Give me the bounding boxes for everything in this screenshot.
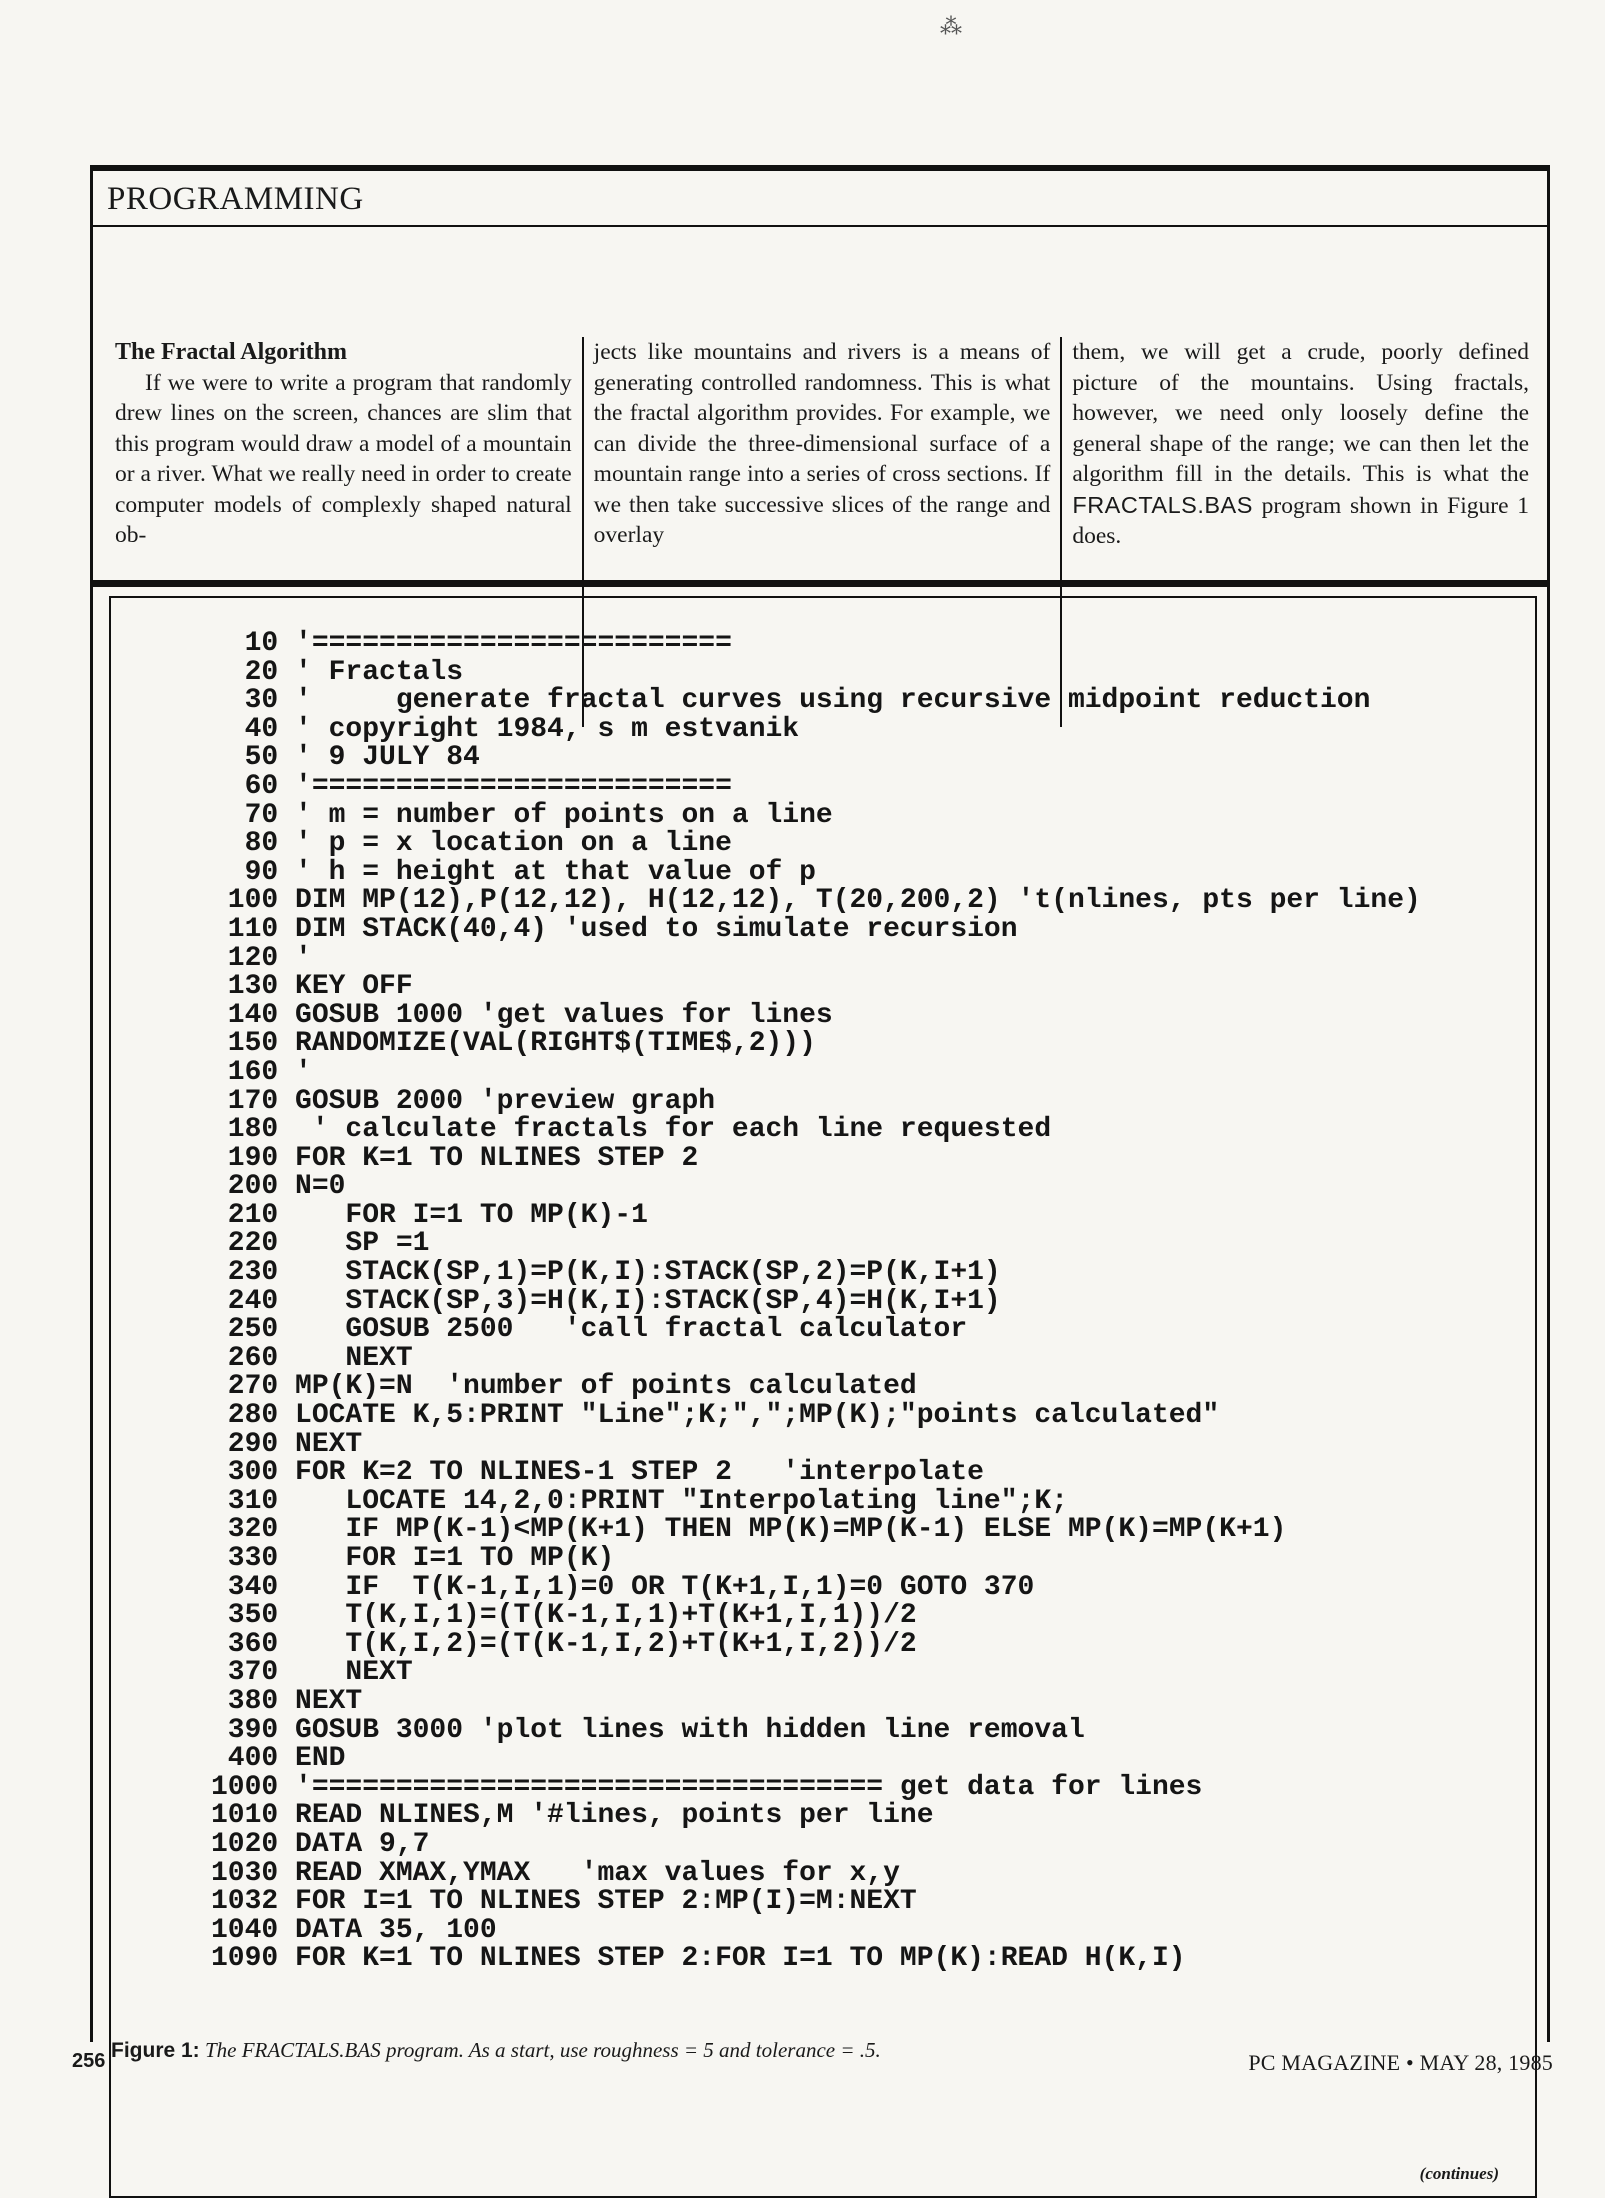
code-line: 380 NEXT xyxy=(211,1685,363,1717)
column-2-text: jects like mountains and rivers is a means of generating controlled randomness. This is what the fractal algorithm provides. For example, we can divide the three-dimensional surface of a mountain range into a series of cross sections. If we then take successive slices of the range and overlay xyxy=(593,339,1051,548)
code-line: 300 FOR K=2 TO NLINES-1 STEP 2 'interpolate xyxy=(211,1457,984,1489)
code-line: 100 DIM MP(12),P(12,12), H(12,12), T(20,200,2) 't(nlines, pts per line) xyxy=(211,885,1421,917)
code-line: 390 GOSUB 3000 'plot lines with hidden line removal xyxy=(211,1714,1085,1746)
top-mark: ⁂ xyxy=(940,14,962,39)
code-line: 30 ' generate fractal curves using recursive midpoint reduction xyxy=(211,685,1371,717)
code-line: 110 DIM STACK(40,4) 'used to simulate recursion xyxy=(211,913,1018,945)
code-line: 70 ' m = number of points on a line xyxy=(211,799,833,831)
code-line: 280 LOCATE K,5:PRINT "Line";K;",";MP(K);"points calculated" xyxy=(211,1400,1220,1432)
code-line: 40 ' copyright 1984, s m estvanik xyxy=(211,713,800,745)
code-line: 60 '========================= xyxy=(211,770,732,802)
code-line: 1010 READ NLINES,M '#lines, points per line xyxy=(211,1800,934,1832)
code-line: 10 '========================= xyxy=(211,628,732,659)
code-line: 80 ' p = x location on a line xyxy=(211,828,732,860)
column-3-text-post: program shown in Figure 1 does. xyxy=(1072,492,1530,549)
code-line: 140 GOSUB 1000 'get values for lines xyxy=(211,999,833,1031)
code-line: 170 GOSUB 2000 'preview graph xyxy=(211,1085,716,1117)
code-line: 150 RANDOMIZE(VAL(RIGHT$(TIME$,2))) xyxy=(211,1028,816,1060)
code-listing xyxy=(211,630,1421,1974)
page-number: 256 xyxy=(72,2050,106,2072)
code-line: 260 NEXT xyxy=(211,1342,413,1374)
code-line: 360 T(K,I,2)=(T(K-1,I,2)+T(K+1,I,2))/2 xyxy=(211,1628,917,1660)
column-3-text-pre: them, we will get a crude, poorly defined picture of the mountains. Using fractals, however, we need only loosely define the general shape of the range; we can then let the algorithm fill in the details. This is what the xyxy=(1072,339,1530,487)
code-line: 270 MP(K)=N 'number of points calculated xyxy=(211,1371,917,1403)
code-line: 160 ' xyxy=(211,1056,312,1088)
code-line: 320 IF MP(K-1)<MP(K+1) THEN MP(K)=MP(K-1) ELSE MP(K)=MP(K+1) xyxy=(211,1514,1287,1546)
code-line: 230 STACK(SP,1)=P(K,I):STACK(SP,2)=P(K,I+1) xyxy=(211,1257,1001,1289)
code-line: 90 ' h = height at that value of p xyxy=(211,856,816,888)
code-line: 20 ' Fractals xyxy=(211,656,464,688)
code-line: 130 KEY OFF xyxy=(211,971,413,1003)
code-line: 350 T(K,I,1)=(T(K-1,I,1)+T(K+1,I,1))/2 xyxy=(211,1600,917,1632)
figure-caption xyxy=(111,2038,881,2063)
code-line: 1040 DATA 35, 100 xyxy=(211,1914,497,1946)
continues-note: (continues) xyxy=(1419,2164,1499,2183)
section-divider xyxy=(93,580,1547,587)
code-line: 50 ' 9 JULY 84 xyxy=(211,742,480,774)
publication-footer: PC MAGAZINE • MAY 28, 1985 xyxy=(1248,2050,1553,2075)
code-line: 1030 READ XMAX,YMAX 'max values for x,y xyxy=(211,1857,900,1889)
code-line: 200 N=0 xyxy=(211,1171,346,1203)
code-line: 1000 '================================== get data for lines xyxy=(211,1771,1203,1803)
column-3-text xyxy=(1072,337,1529,552)
code-line: 220 SP =1 xyxy=(211,1228,430,1260)
caption-text: The FRACTALS.BAS program. As a start, use roughness = 5 and tolerance = .5. xyxy=(204,2038,881,2062)
code-line: 190 FOR K=1 TO NLINES STEP 2 xyxy=(211,1142,699,1174)
caption-label: Figure 1: xyxy=(111,2039,200,2062)
code-listing-box xyxy=(109,596,1537,2198)
code-line: 1032 FOR I=1 TO NLINES STEP 2:MP(I)=M:NEXT xyxy=(211,1886,917,1918)
code-line: 180 ' calculate fractals for each line requested xyxy=(211,1114,1052,1146)
code-line: 340 IF T(K-1,I,1)=0 OR T(K+1,I,1)=0 GOTO 370 xyxy=(211,1571,1035,1603)
code-line: 120 ' xyxy=(211,942,312,974)
code-line: 1090 FOR K=1 TO NLINES STEP 2:FOR I=1 TO MP(K):READ H(K,I) xyxy=(211,1943,1186,1975)
column-1-text: If we were to write a program that randomly drew lines on the screen, chances are slim that this program would draw a model of a mountain or a river. What we really need in order to create computer models of complexly shaped natural ob- xyxy=(115,369,572,548)
code-line: 240 STACK(SP,3)=H(K,I):STACK(SP,4)=H(K,I+1) xyxy=(211,1285,1001,1317)
code-line: 210 FOR I=1 TO MP(K)-1 xyxy=(211,1199,648,1231)
program-name: FRACTALS.BAS xyxy=(1072,491,1253,518)
section-title: PROGRAMMING xyxy=(93,171,1547,227)
code-line: 290 NEXT xyxy=(211,1428,363,1460)
code-line: 400 END xyxy=(211,1743,346,1775)
article-heading: The Fractal Algorithm xyxy=(115,339,347,365)
code-line: 250 GOSUB 2500 'call fractal calculator xyxy=(211,1314,968,1346)
code-line: 1020 DATA 9,7 xyxy=(211,1828,430,1860)
code-line: 370 NEXT xyxy=(211,1657,413,1689)
code-line: 330 FOR I=1 TO MP(K) xyxy=(211,1543,615,1574)
code-line: 310 LOCATE 14,2,0:PRINT "Interpolating line";K; xyxy=(211,1485,1068,1517)
